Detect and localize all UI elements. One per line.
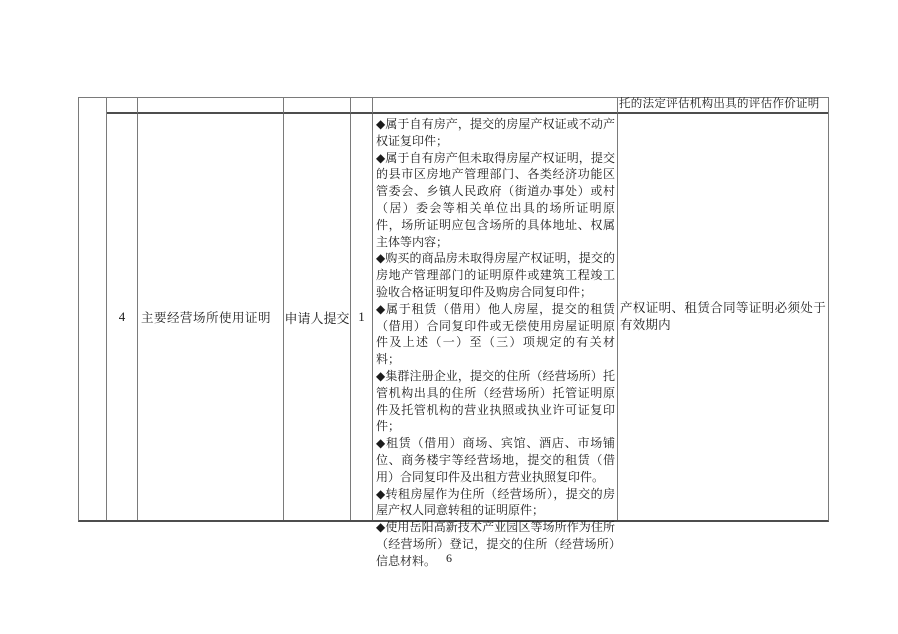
row-seq: 4 (107, 114, 138, 520)
materials-table (78, 97, 829, 568)
page-number: 6 (446, 551, 452, 565)
requirement-item: ◆集群注册企业，提交的住所（经营场所）托管机构出具的住所（经营场所）托管证明原件及托管机构的营业执照或执业许可证复印件； (376, 368, 615, 434)
material-source: 申请人提交 (284, 114, 351, 520)
table-cell-empty (107, 98, 138, 114)
requirement-item: ◆租赁（借用）商场、宾馆、酒店、市场铺位、商务楼宇等经营场地，提交的租赁（借用）合同复印件及出租方营业执照复印件。 (376, 436, 615, 484)
requirement-item: ◆属于自有房产，提交的房屋产权证或不动产权证复印件； (376, 117, 615, 148)
table-cell-empty (284, 98, 351, 114)
table-cell-empty (351, 98, 373, 114)
table-cell-empty (138, 98, 284, 114)
material-name: 主要经营场所使用证明 (138, 114, 284, 520)
requirement-item: ◆属于自有房产但未取得房屋产权证明，提交的县市区房地产管理部门、各类经济功能区管委会、乡镇人民政府（街道办事处）或村（居）委会等相关单位出具的场所证明原件，场所证明应包含场所的具体地址、权属主体等内容； (376, 150, 615, 249)
requirement-item: ◆使用岳阳高新技术产业园区等场所作为住所（经营场所）登记，提交的住所（经营场所）信息材料。 (376, 520, 615, 568)
carryover-note: 托的法定评估机构出具的评估作价证明 (618, 98, 828, 114)
requirement-list (373, 114, 618, 568)
requirement-item: ◆购买的商品房未取得房屋产权证明，提交的房地产管理部门的证明原件或建筑工程竣工验收合格证明复印件及购房合同复印件； (376, 251, 615, 299)
requirement-item: ◆属于租赁（借用）他人房屋，提交的租赁（借用）合同复印件或无偿使用房屋证明原件及上述（一）至（三）项规定的有关材料； (376, 301, 615, 367)
material-quantity: 1 (351, 114, 373, 520)
requirement-item: ◆转租房屋作为住所（经营场所），提交的房屋产权人同意转租的证明原件； (376, 486, 615, 518)
material-remark: 产权证明、租赁合同等证明必须处于有效期内 (618, 114, 828, 520)
table-cell-empty (373, 98, 618, 114)
table-cell-left-margin (79, 98, 107, 520)
